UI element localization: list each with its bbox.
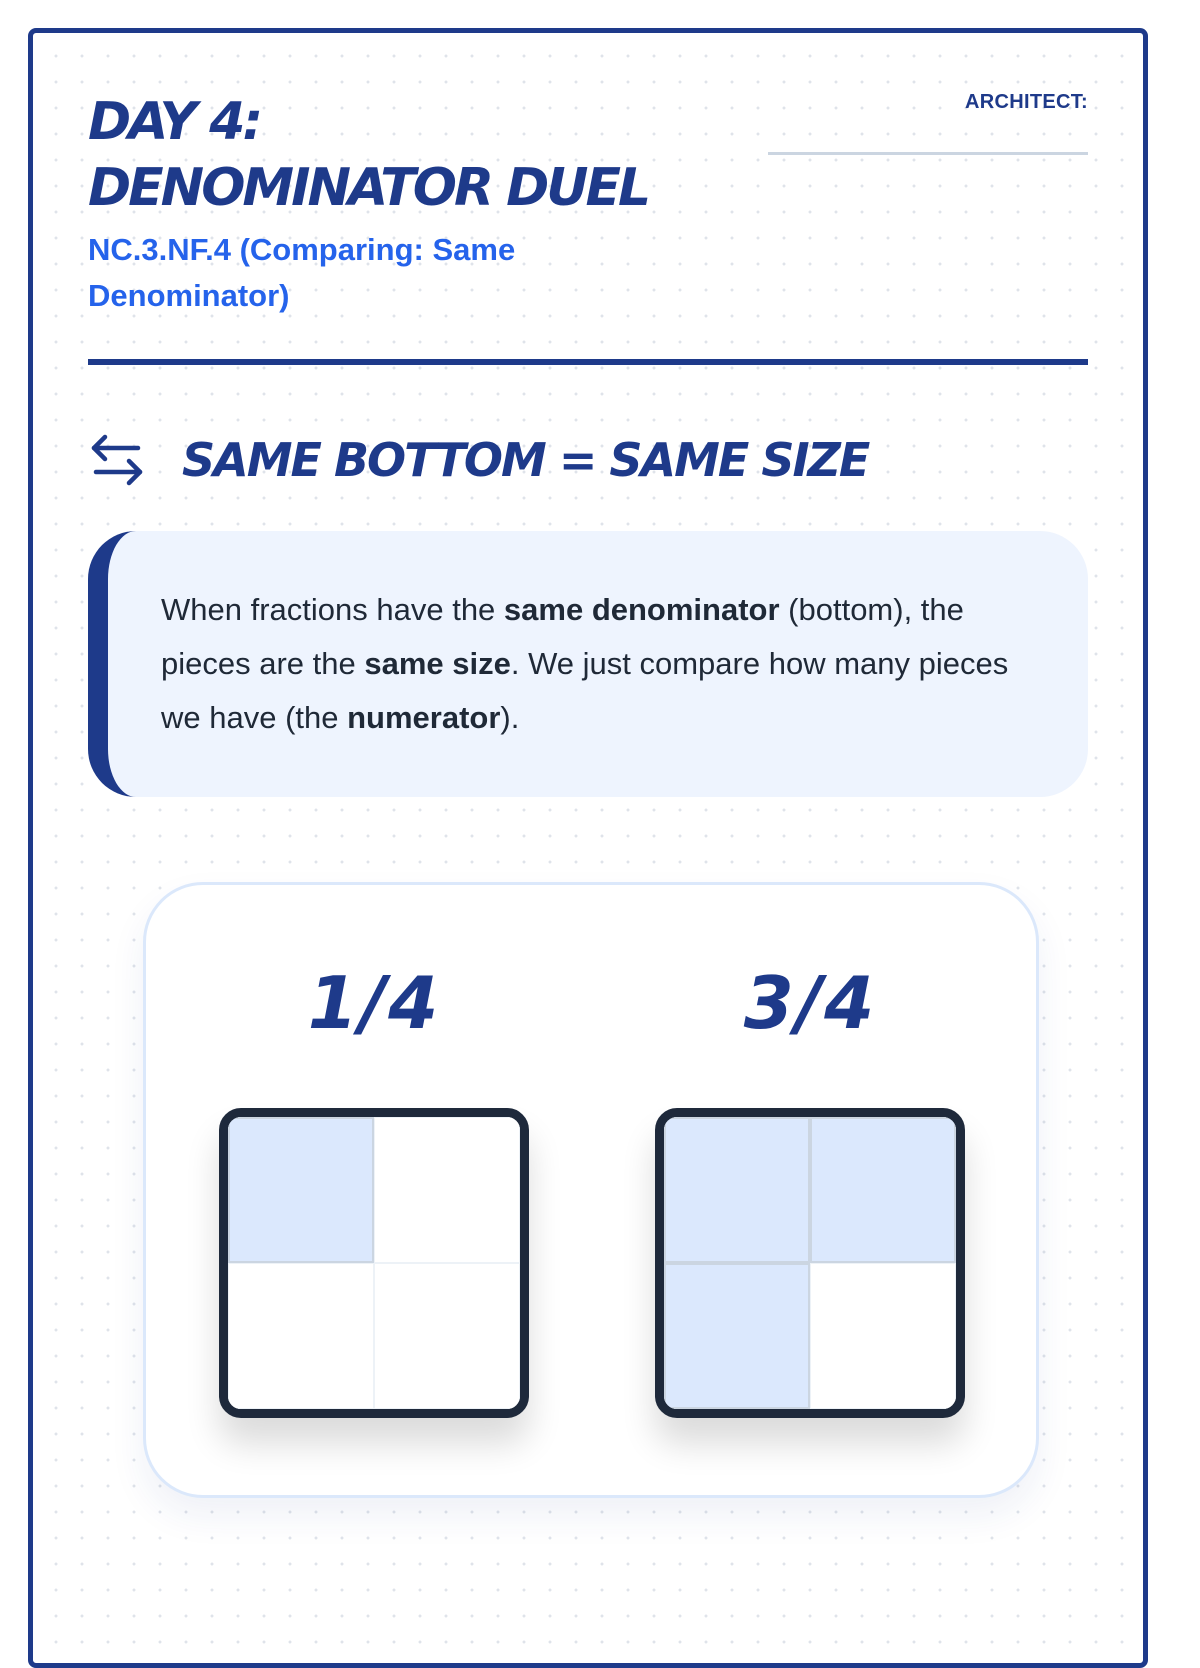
callout-text-4: ). bbox=[500, 700, 520, 735]
fraction-label-2: 3/4 bbox=[743, 961, 877, 1045]
section-title: SAME BOTTOM = SAME SIZE bbox=[182, 433, 869, 487]
fraction-part-shaded bbox=[810, 1117, 956, 1263]
callout-text-2: (bottom), the pieces are the bbox=[161, 592, 964, 681]
fraction-grid-2 bbox=[655, 1108, 965, 1418]
fraction-part-shaded bbox=[664, 1117, 810, 1263]
page-title bbox=[88, 89, 788, 221]
callout-bold-1: same denominator bbox=[503, 592, 780, 627]
callout-bold-2: same size bbox=[364, 646, 511, 681]
standard-code: NC.3.NF.4 (Comparing: Same Denominator) bbox=[88, 232, 516, 313]
callout-bold-3: numerator bbox=[347, 700, 501, 735]
fraction-part-empty bbox=[374, 1117, 520, 1263]
fraction-part-empty bbox=[810, 1263, 956, 1409]
fraction-part-shaded bbox=[664, 1263, 810, 1409]
fraction-model-2 bbox=[655, 885, 965, 1495]
fraction-model-1 bbox=[219, 885, 529, 1495]
fraction-part-shaded bbox=[228, 1117, 374, 1263]
architect-name-line[interactable] bbox=[768, 152, 1088, 155]
concept-callout bbox=[88, 531, 1088, 797]
title-line-topic: DENOMINATOR DUEL bbox=[88, 158, 649, 218]
title-line-day: DAY 4: bbox=[88, 92, 261, 152]
swap-arrows-icon bbox=[88, 431, 146, 489]
fraction-label-1: 1/4 bbox=[307, 961, 441, 1045]
worksheet-page bbox=[28, 28, 1148, 1668]
header-divider bbox=[88, 359, 1088, 365]
callout-text-3: . We just compare how many pieces we have (the bbox=[161, 646, 1009, 735]
fraction-part-empty bbox=[228, 1263, 374, 1409]
callout-text-1: When fractions have the bbox=[161, 592, 504, 627]
fraction-comparison-card bbox=[143, 882, 1039, 1498]
architect-label: ARCHITECT: bbox=[965, 91, 1088, 113]
fraction-grid-1 bbox=[219, 1108, 529, 1418]
fraction-part-empty bbox=[374, 1263, 520, 1409]
section-heading bbox=[88, 415, 868, 505]
